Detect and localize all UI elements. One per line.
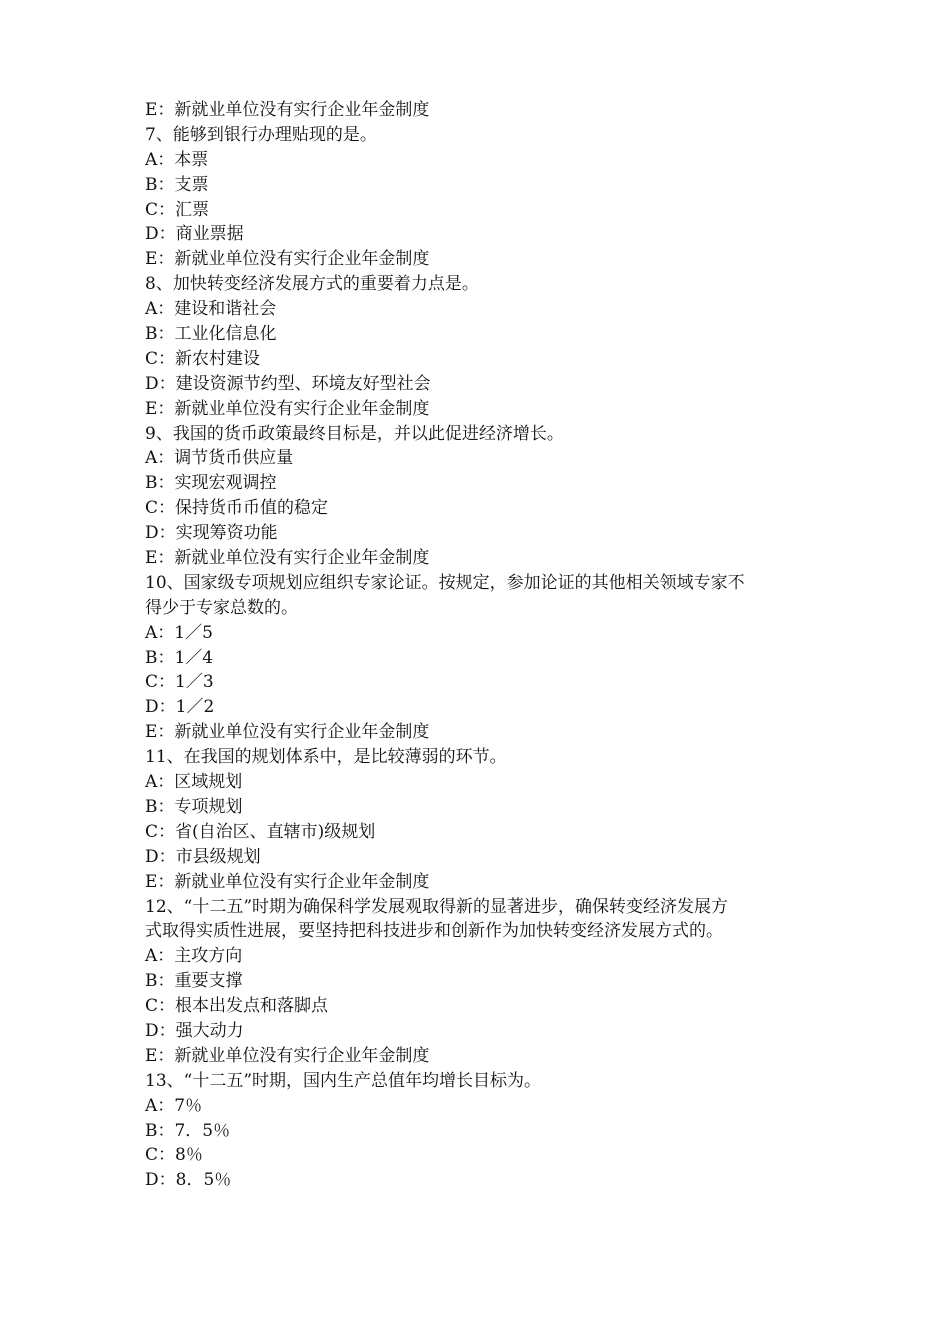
q10-option-c: C：1／3 xyxy=(145,672,214,693)
q8-option-e: E：新就业单位没有实行企业年金制度 xyxy=(145,398,430,419)
option-e-prev: E：新就业单位没有实行企业年金制度 xyxy=(145,100,430,120)
question-10-text-line1: 10、国家级专项规划应组织专家论证。按规定，参加论证的其他相关领域专家不 xyxy=(145,572,745,593)
q12-option-e: E：新就业单位没有实行企业年金制度 xyxy=(145,1045,430,1066)
q13-option-b: B：7．5％ xyxy=(145,1120,231,1141)
question-8-text: 8、加快转变经济发展方式的重要着力点是。 xyxy=(145,274,479,295)
q10-option-d: D：1／2 xyxy=(145,697,215,718)
question-11-text: 11、在我国的规划体系中，是比较薄弱的环节。 xyxy=(145,747,507,768)
q7-option-a: A：本票 xyxy=(145,149,209,170)
q10-option-e: E：新就业单位没有实行企业年金制度 xyxy=(145,722,430,743)
question-13-text: 13、“十二五”时期，国内生产总值年均增长目标为。 xyxy=(145,1070,542,1091)
question-7-text: 7、能够到银行办理贴现的是。 xyxy=(145,124,377,145)
q7-option-d: D：商业票据 xyxy=(145,224,244,245)
q7-option-c: C：汇票 xyxy=(145,199,210,220)
q13-option-c: C：8％ xyxy=(145,1145,203,1166)
q7-option-e: E：新就业单位没有实行企业年金制度 xyxy=(145,249,430,270)
q10-option-a: A：1／5 xyxy=(145,622,213,643)
q8-option-d: D：建设资源节约型、环境友好型社会 xyxy=(145,373,431,394)
document-page xyxy=(145,98,825,1193)
q11-option-b: B：专项规划 xyxy=(145,796,243,817)
q11-option-e: E：新就业单位没有实行企业年金制度 xyxy=(145,871,430,892)
q12-option-d: D：强大动力 xyxy=(145,1020,244,1041)
question-12-text-line1: 12、“十二五”时期为确保科学发展观取得新的显著进步，确保转变经济发展方 xyxy=(145,896,729,917)
q11-option-d: D：市县级规划 xyxy=(145,846,261,867)
question-12-text-line2: 式取得实质性进展，要坚持把科技进步和创新作为加快转变经济发展方式的。 xyxy=(145,921,723,942)
q11-option-c: C：省(自治区、直辖市)级规划 xyxy=(145,821,376,842)
question-9-text: 9、我国的货币政策最终目标是，并以此促进经济增长。 xyxy=(145,423,564,444)
q12-option-a: A：主攻方向 xyxy=(145,946,243,967)
q9-option-c: C：保持货币币值的稳定 xyxy=(145,498,329,519)
q12-option-b: B：重要支撑 xyxy=(145,971,243,992)
q7-option-b: B：支票 xyxy=(145,174,209,195)
q11-option-a: A：区域规划 xyxy=(145,772,243,793)
question-10-text-line2: 得少于专家总数的。 xyxy=(145,597,298,618)
q9-option-a: A：调节货币供应量 xyxy=(145,448,294,469)
q8-option-a: A：建设和谐社会 xyxy=(145,299,277,320)
q8-option-c: C：新农村建设 xyxy=(145,348,261,369)
q13-option-a: A：7％ xyxy=(145,1095,203,1116)
q12-option-c: C：根本出发点和落脚点 xyxy=(145,996,329,1017)
q13-option-d: D：8．5％ xyxy=(145,1170,232,1191)
q9-option-e: E：新就业单位没有实行企业年金制度 xyxy=(145,548,430,569)
q10-option-b: B：1／4 xyxy=(145,647,214,668)
q8-option-b: B：工业化信息化 xyxy=(145,324,277,345)
q9-option-d: D：实现筹资功能 xyxy=(145,523,278,544)
q9-option-b: B：实现宏观调控 xyxy=(145,473,277,494)
